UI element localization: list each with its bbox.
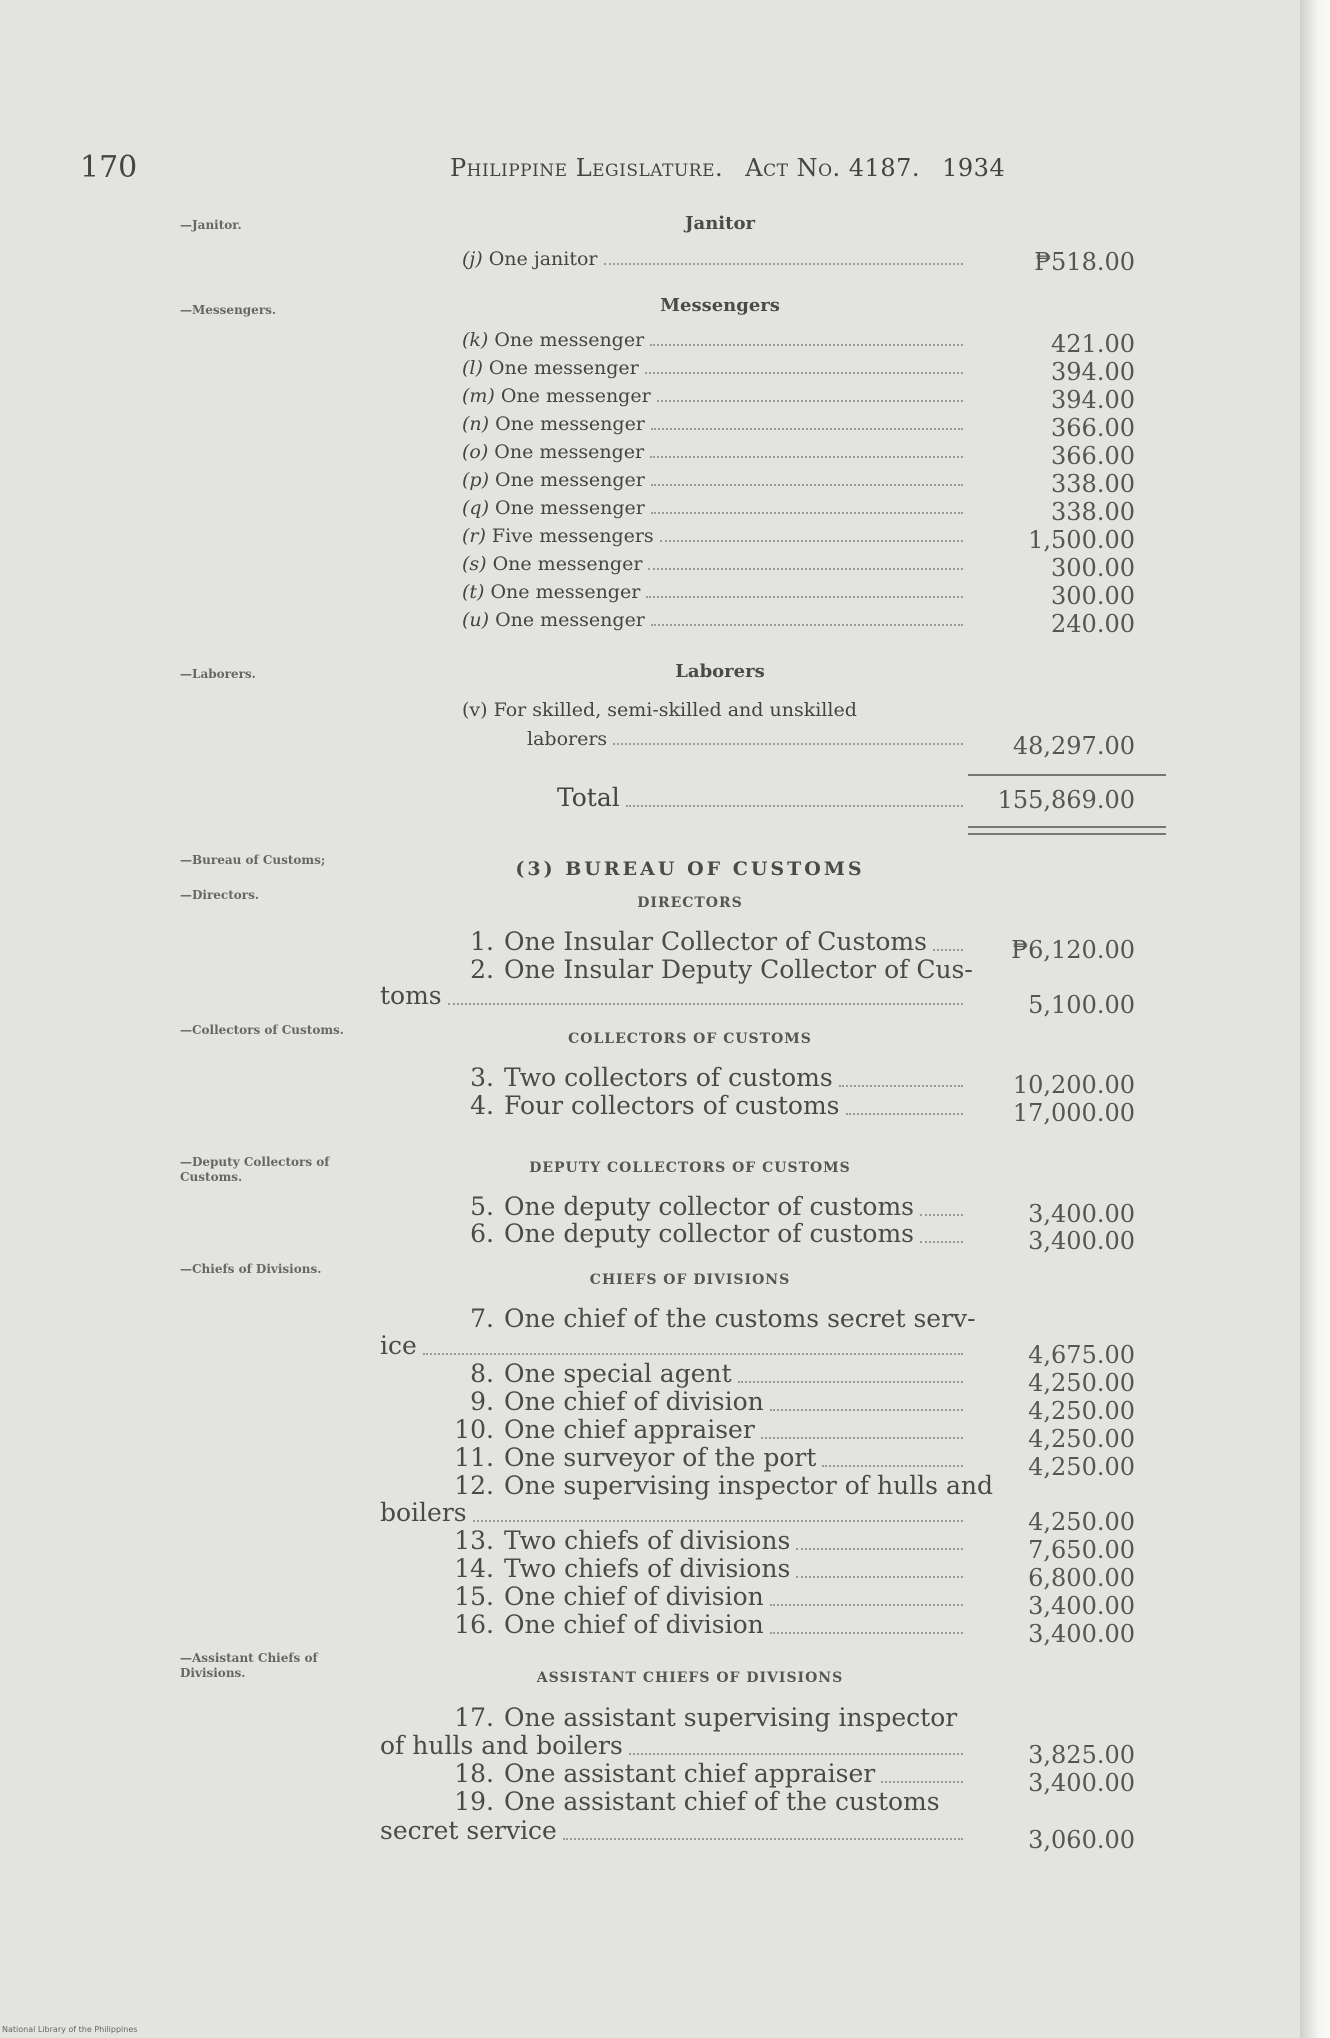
line-item (380, 1525, 967, 1555)
line-item-continuation (380, 1730, 967, 1760)
margin-note-deputy: —Deputy Collectors of Customs. (180, 1155, 330, 1184)
item-number: 11. (454, 1443, 494, 1472)
item-amount: 4,250.00 (1028, 1508, 1135, 1536)
section-title-laborers: Laborers (675, 661, 765, 682)
line-item (462, 579, 967, 603)
leader-dots (761, 1436, 963, 1439)
leader-dots (770, 1408, 963, 1411)
item-text: Two collectors of customs (504, 1063, 833, 1092)
line-item (380, 1303, 976, 1333)
item-letter: (o) (462, 441, 489, 463)
item-text: One chief of division (504, 1610, 764, 1639)
directors-head: DIRECTORS (637, 895, 743, 911)
item-amount: 5,100.00 (1028, 991, 1135, 1019)
running-head-legislature: Philippine Legislature. (450, 154, 724, 182)
item-number: 16. (454, 1610, 494, 1639)
running-head-act: Act No. 4187. (745, 154, 920, 182)
item-text: One Insular Deputy Collector of Cus- (504, 955, 973, 984)
line-item (380, 1191, 967, 1221)
item-letter: (k) (462, 329, 489, 351)
margin-note-directors: —Directors. (180, 888, 260, 902)
leader-dots (839, 1084, 963, 1087)
line-item (380, 1090, 967, 1120)
line-item (462, 383, 967, 407)
line-item (380, 1786, 967, 1816)
margin-note-collectors: —Collectors of Customs. (180, 1023, 344, 1037)
item-text: One deputy collector of customs (504, 1219, 915, 1248)
item-amount: 6,800.00 (1028, 1564, 1135, 1592)
item-amount: 338.00 (1051, 498, 1135, 526)
item-text: One messenger (492, 553, 643, 575)
item-text: One Insular Collector of Customs (504, 927, 927, 956)
item-text: One messenger (495, 497, 645, 519)
line-item (462, 607, 967, 631)
item-text: One chief of the customs secret serv- (504, 1304, 976, 1333)
item-text: One assistant chief appraiser (504, 1759, 876, 1788)
item-text-continued: laborers (527, 728, 608, 750)
item-text-continued: of hulls and boilers (380, 1731, 623, 1760)
item-amount: 3,400.00 (1028, 1620, 1135, 1648)
item-text: (v) For skilled, semi-skilled and unskilled (462, 699, 857, 721)
line-item (380, 1062, 967, 1092)
leader-dots (738, 1380, 963, 1383)
leader-dots (650, 343, 963, 346)
item-text: One chief of division (504, 1387, 764, 1416)
item-text: One messenger (494, 329, 645, 351)
leader-dots (650, 455, 963, 458)
line-item (380, 1581, 967, 1611)
line-item-continuation (527, 726, 967, 750)
running-head (450, 154, 1019, 182)
line-item (380, 1442, 967, 1472)
item-number: 14. (454, 1554, 494, 1583)
leader-dots (626, 804, 963, 807)
leader-dots (646, 595, 963, 598)
line-item (380, 1470, 993, 1500)
line-item (462, 327, 967, 351)
item-number: 7. (470, 1304, 494, 1333)
item-number: 3. (470, 1063, 494, 1092)
leader-dots (660, 539, 963, 542)
item-number: 4. (470, 1091, 494, 1120)
item-amount: 3,825.00 (1028, 1741, 1135, 1769)
item-amount: 366.00 (1051, 414, 1135, 442)
line-item (380, 926, 967, 956)
line-item (380, 1218, 967, 1248)
margin-note-chiefs: —Chiefs of Divisions. (180, 1262, 322, 1276)
leader-dots (645, 371, 963, 374)
item-amount: 421.00 (1051, 330, 1135, 358)
item-text: One chief appraiser (504, 1415, 755, 1444)
line-item (380, 1358, 967, 1388)
item-text: One messenger (495, 469, 645, 491)
item-number: 10. (454, 1415, 494, 1444)
item-amount: 1,500.00 (1028, 526, 1135, 554)
item-letter: (s) (462, 553, 487, 575)
item-number: 1. (470, 927, 494, 956)
item-number: 12. (454, 1471, 494, 1500)
item-text: Two chiefs of divisions (504, 1554, 791, 1583)
item-letter: (n) (462, 413, 490, 435)
line-item (380, 1414, 967, 1444)
item-amount: 3,400.00 (1028, 1769, 1135, 1797)
item-text: One messenger (488, 357, 639, 379)
margin-note-bureau: —Bureau of Customs; (180, 853, 326, 867)
leader-dots (604, 262, 963, 265)
item-number: 2. (470, 955, 494, 984)
line-item (462, 246, 967, 270)
line-item (462, 495, 967, 519)
line-item (462, 411, 967, 435)
leader-dots (629, 1752, 963, 1755)
leader-dots (796, 1547, 963, 1550)
item-text: One deputy collector of customs (504, 1192, 915, 1221)
line-item (462, 439, 967, 463)
item-amount: 240.00 (1051, 610, 1135, 638)
item-text: Five messengers (491, 525, 654, 547)
item-letter: (r) (462, 525, 486, 547)
item-letter: (j) (462, 248, 483, 270)
item-amount: 10,200.00 (1012, 1071, 1135, 1099)
item-text: One messenger (490, 581, 641, 603)
item-letter: (t) (462, 581, 485, 603)
leader-dots (846, 1112, 963, 1115)
item-text: One messenger (495, 609, 645, 631)
line-item-continuation (380, 980, 967, 1010)
item-amount: 3,400.00 (1028, 1227, 1135, 1255)
item-number: 9. (470, 1387, 494, 1416)
margin-note-assistant: —Assistant Chiefs of Divisions. (180, 1651, 318, 1680)
item-text-continued: boilers (380, 1498, 467, 1527)
item-number: 5. (470, 1192, 494, 1221)
item-amount: 366.00 (1051, 442, 1135, 470)
total-row (557, 782, 967, 812)
item-number: 8. (470, 1359, 494, 1388)
page-edge (1300, 0, 1330, 2038)
item-amount: 300.00 (1051, 582, 1135, 610)
item-text: One surveyor of the port (504, 1443, 817, 1472)
section-title-messengers: Messengers (660, 295, 780, 316)
chiefs-head: CHIEFS OF DIVISIONS (589, 1272, 791, 1288)
item-text: One chief of division (504, 1582, 764, 1611)
assistant-head: ASSISTANT CHIEFS OF DIVISIONS (536, 1670, 844, 1686)
item-amount: 3,060.00 (1028, 1826, 1135, 1854)
item-text: One assistant supervising inspector (504, 1703, 958, 1732)
item-number: 13. (454, 1526, 494, 1555)
leader-dots (473, 1519, 963, 1522)
item-number: 15. (454, 1582, 494, 1611)
line-item (380, 1386, 967, 1416)
total-label: Total (557, 783, 620, 812)
page-number: 170 (80, 150, 138, 185)
page-header (80, 150, 1160, 190)
line-item-first (462, 697, 967, 721)
item-amount: 394.00 (1051, 386, 1135, 414)
total-double-rule (968, 826, 1166, 835)
leader-dots (651, 511, 963, 514)
item-amount: ₱6,120.00 (1011, 936, 1135, 964)
leader-dots (822, 1464, 963, 1467)
leader-dots (563, 1837, 963, 1840)
leader-dots (657, 399, 963, 402)
item-text-continued: ice (380, 1331, 417, 1360)
section-title-janitor: Janitor (685, 213, 755, 234)
item-text: One assistant chief of the customs (504, 1787, 940, 1816)
item-amount: 300.00 (1051, 554, 1135, 582)
item-text: One messenger (494, 441, 645, 463)
item-amount: 4,250.00 (1028, 1369, 1135, 1397)
item-text-continued: secret service (380, 1816, 557, 1845)
leader-dots (770, 1631, 963, 1634)
running-head-year: 1934 (942, 154, 1006, 182)
item-text: Two chiefs of divisions (504, 1526, 791, 1555)
item-amount: ₱518.00 (1034, 248, 1135, 276)
item-text: One messenger (495, 413, 645, 435)
leader-dots (648, 567, 963, 570)
leader-dots (920, 1240, 963, 1243)
leader-dots (423, 1352, 963, 1355)
item-letter: (u) (462, 609, 490, 631)
line-item (380, 1758, 967, 1788)
line-item (380, 1609, 967, 1639)
leader-dots (448, 1002, 963, 1005)
item-amount: 4,250.00 (1028, 1397, 1135, 1425)
item-amount: 4,250.00 (1028, 1453, 1135, 1481)
footer-credit: National Library of the Philippines (2, 2025, 138, 2034)
item-text-continued: toms (380, 981, 442, 1010)
item-amount: 7,650.00 (1028, 1536, 1135, 1564)
item-number: 19. (454, 1787, 494, 1816)
item-amount: 17,000.00 (1012, 1099, 1135, 1127)
item-text: One janitor (488, 248, 598, 270)
line-item (462, 467, 967, 491)
item-number: 17. (454, 1703, 494, 1732)
leader-dots (770, 1603, 963, 1606)
total-amount: 155,869.00 (997, 786, 1135, 814)
item-amount: 4,675.00 (1028, 1341, 1135, 1369)
line-item-continuation (380, 1330, 967, 1360)
deputy-head: DEPUTY COLLECTORS OF CUSTOMS (529, 1160, 851, 1176)
line-item-continuation (380, 1815, 967, 1845)
sum-rule (968, 774, 1166, 776)
item-letter: (m) (462, 385, 495, 407)
item-letter: (l) (462, 357, 483, 379)
item-amount: 3,400.00 (1028, 1200, 1135, 1228)
leader-dots (613, 742, 963, 745)
line-item (380, 1553, 967, 1583)
item-amount: 48,297.00 (1012, 732, 1135, 760)
item-text: One messenger (500, 385, 651, 407)
leader-dots (651, 623, 963, 626)
item-number: 6. (470, 1219, 494, 1248)
item-text: One supervising inspector of hulls and (504, 1471, 993, 1500)
item-amount: 3,400.00 (1028, 1592, 1135, 1620)
item-amount: 4,250.00 (1028, 1425, 1135, 1453)
leader-dots (651, 483, 963, 486)
item-letter: (q) (462, 497, 489, 519)
margin-note-messengers: —Messengers. (180, 303, 277, 317)
bureau-title: (3) BUREAU OF CUSTOMS (515, 858, 865, 880)
item-number: 18. (454, 1759, 494, 1788)
leader-dots (796, 1575, 963, 1578)
line-item (462, 551, 967, 575)
leader-dots (881, 1780, 963, 1783)
line-item (462, 523, 967, 547)
line-item-continuation (380, 1497, 967, 1527)
leader-dots (651, 427, 963, 430)
item-text: Four collectors of customs (504, 1091, 840, 1120)
leader-dots (920, 1213, 963, 1216)
margin-note-janitor: —Janitor. (180, 218, 242, 232)
leader-dots (933, 948, 963, 951)
item-text: One special agent (504, 1359, 732, 1388)
margin-note-laborers: —Laborers. (180, 667, 256, 681)
line-item (462, 355, 967, 379)
line-item (380, 1702, 967, 1732)
collectors-head: COLLECTORS OF CUSTOMS (568, 1031, 812, 1047)
item-amount: 338.00 (1051, 470, 1135, 498)
item-amount: 394.00 (1051, 358, 1135, 386)
item-letter: (p) (462, 469, 489, 491)
